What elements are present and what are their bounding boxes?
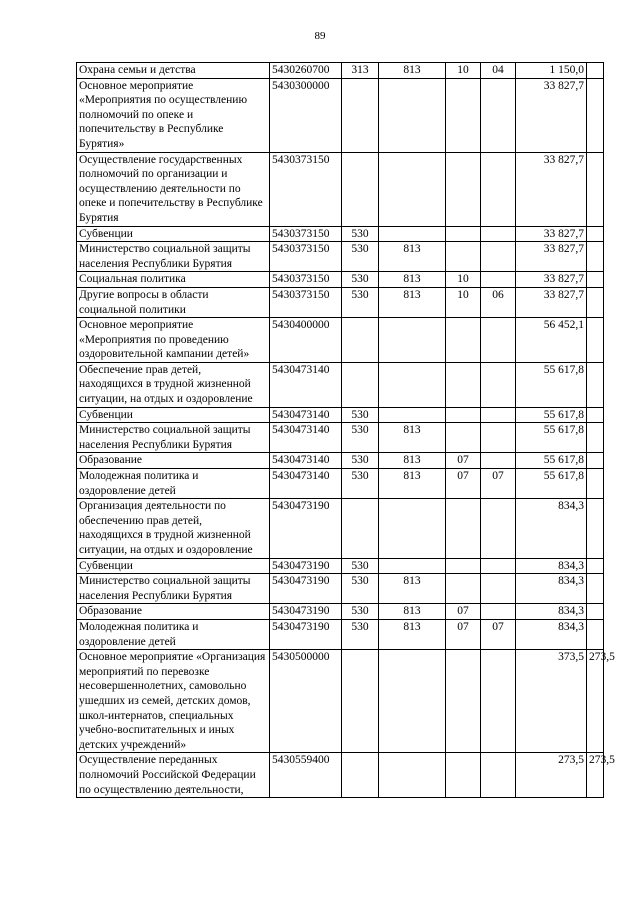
row-pr-cell [481, 362, 516, 407]
row-sum-cell: 33 827,7 [516, 226, 587, 242]
row-vr-cell: 530 [342, 604, 379, 620]
row-sum-cell: 373,5 [516, 650, 587, 753]
row-pr-cell: 07 [481, 469, 516, 499]
row-name-cell: Обеспечение прав детей, находящихся в трудной жизненной ситуации, на отдых и оздоровление [77, 362, 270, 407]
row-vr-cell: 530 [342, 423, 379, 453]
row-rz-cell [446, 574, 481, 604]
row-sum-cell: 834,3 [516, 604, 587, 620]
row-pr-cell [481, 574, 516, 604]
row-vr-cell: 530 [342, 574, 379, 604]
row-name-cell: Министерство социальной защиты населения Республики Бурятия [77, 423, 270, 453]
row-sum-cell: 33 827,7 [516, 242, 587, 272]
row-vr-cell: 530 [342, 453, 379, 469]
row-vr-cell: 530 [342, 272, 379, 288]
row-name-cell: Образование [77, 453, 270, 469]
row-sum-cell: 33 827,7 [516, 272, 587, 288]
row-grbs-cell: 813 [379, 469, 446, 499]
table-row [77, 362, 604, 407]
row-sum-cell: 56 452,1 [516, 318, 587, 363]
row-rz-cell: 07 [446, 469, 481, 499]
row-name-cell: Министерство социальной защиты населения Республики Бурятия [77, 574, 270, 604]
row-rz-cell [446, 499, 481, 558]
row-csr-cell: 5430473140 [270, 423, 342, 453]
table-row [77, 318, 604, 363]
row-csr-cell: 5430400000 [270, 318, 342, 363]
row-csr-cell: 5430473190 [270, 604, 342, 620]
row-rz-cell [446, 407, 481, 423]
row-pr-cell [481, 604, 516, 620]
row-grbs-cell: 813 [379, 287, 446, 317]
row-grbs-cell: 813 [379, 453, 446, 469]
row-pr-cell [481, 78, 516, 152]
table-row [77, 558, 604, 574]
row-rz-cell [446, 558, 481, 574]
table-row [77, 619, 604, 649]
table-row [77, 152, 604, 226]
row-sum-cell: 33 827,7 [516, 287, 587, 317]
row-fed-cell [587, 499, 604, 558]
row-rz-cell [446, 152, 481, 226]
row-name-cell: Охрана семьи и детства [77, 63, 270, 79]
row-pr-cell [481, 558, 516, 574]
row-grbs-cell: 813 [379, 63, 446, 79]
table-row [77, 753, 604, 798]
row-rz-cell [446, 362, 481, 407]
row-rz-cell [446, 78, 481, 152]
row-csr-cell: 5430260700 [270, 63, 342, 79]
row-name-cell: Министерство социальной защиты населения Республики Бурятия [77, 242, 270, 272]
row-rz-cell [446, 650, 481, 753]
row-name-cell: Субвенции [77, 407, 270, 423]
table-row [77, 499, 604, 558]
row-rz-cell: 07 [446, 619, 481, 649]
row-name-cell: Основное мероприятие «Мероприятия по осуществлению полномочий по опеке и попечительству в Республике Бурятия» [77, 78, 270, 152]
row-sum-cell: 33 827,7 [516, 152, 587, 226]
row-pr-cell [481, 272, 516, 288]
row-rz-cell: 10 [446, 287, 481, 317]
row-vr-cell: 530 [342, 469, 379, 499]
row-grbs-cell [379, 650, 446, 753]
row-csr-cell: 5430473190 [270, 619, 342, 649]
budget-table [76, 62, 615, 798]
row-pr-cell [481, 242, 516, 272]
row-grbs-cell: 813 [379, 574, 446, 604]
row-vr-cell [342, 753, 379, 798]
row-grbs-cell: 813 [379, 423, 446, 453]
row-name-cell: Осуществление государственных полномочий по организации и осуществлению деятельности по опеке и попечительству в Республике Бурятия [77, 152, 270, 226]
row-csr-cell: 5430473140 [270, 407, 342, 423]
row-vr-cell [342, 152, 379, 226]
row-sum-cell: 834,3 [516, 558, 587, 574]
row-vr-cell: 530 [342, 407, 379, 423]
row-vr-cell: 313 [342, 63, 379, 79]
table-row [77, 650, 604, 753]
row-vr-cell [342, 650, 379, 753]
row-grbs-cell: 813 [379, 604, 446, 620]
row-name-cell: Осуществление переданных полномочий Российской Федерации по осуществлению деятельности, [77, 753, 270, 798]
table-row [77, 469, 604, 499]
row-fed-cell [587, 469, 604, 499]
row-name-cell: Субвенции [77, 558, 270, 574]
row-vr-cell [342, 318, 379, 363]
row-pr-cell [481, 226, 516, 242]
row-csr-cell: 5430473140 [270, 453, 342, 469]
row-sum-cell: 55 617,8 [516, 362, 587, 407]
row-csr-cell: 5430473140 [270, 469, 342, 499]
row-sum-cell: 834,3 [516, 574, 587, 604]
row-rz-cell: 10 [446, 272, 481, 288]
row-csr-cell: 5430373150 [270, 272, 342, 288]
row-fed-cell [587, 619, 604, 649]
table-row [77, 604, 604, 620]
row-sum-cell: 55 617,8 [516, 453, 587, 469]
row-name-cell: Социальная политика [77, 272, 270, 288]
row-sum-cell: 834,3 [516, 499, 587, 558]
row-rz-cell: 07 [446, 604, 481, 620]
row-name-cell: Образование [77, 604, 270, 620]
table-row [77, 226, 604, 242]
row-fed-cell [587, 362, 604, 407]
row-csr-cell: 5430559400 [270, 753, 342, 798]
row-sum-cell: 55 617,8 [516, 423, 587, 453]
table-row [77, 272, 604, 288]
table-row [77, 453, 604, 469]
row-fed-cell: 273,5 [587, 753, 604, 798]
row-grbs-cell [379, 407, 446, 423]
row-pr-cell: 07 [481, 619, 516, 649]
row-name-cell: Основное мероприятие «Мероприятия по проведению оздоровительной кампании детей» [77, 318, 270, 363]
row-grbs-cell: 813 [379, 242, 446, 272]
row-fed-cell [587, 423, 604, 453]
table-row [77, 78, 604, 152]
row-pr-cell: 04 [481, 63, 516, 79]
row-rz-cell: 07 [446, 453, 481, 469]
row-csr-cell: 5430373150 [270, 242, 342, 272]
table-row [77, 287, 604, 317]
row-fed-cell [587, 226, 604, 242]
table-row [77, 407, 604, 423]
row-fed-cell [587, 63, 604, 79]
row-rz-cell [446, 226, 481, 242]
row-vr-cell [342, 78, 379, 152]
row-sum-cell: 1 150,0 [516, 63, 587, 79]
row-name-cell: Молодежная политика и оздоровление детей [77, 469, 270, 499]
row-fed-cell [587, 287, 604, 317]
row-fed-cell [587, 272, 604, 288]
row-csr-cell: 5430473190 [270, 558, 342, 574]
row-grbs-cell [379, 226, 446, 242]
row-grbs-cell: 813 [379, 619, 446, 649]
row-name-cell: Организация деятельности по обеспечению прав детей, находящихся в трудной жизненной ситуации, на отдых и оздоровление [77, 499, 270, 558]
table-row [77, 423, 604, 453]
row-pr-cell [481, 318, 516, 363]
row-fed-cell [587, 574, 604, 604]
row-pr-cell [481, 753, 516, 798]
row-grbs-cell [379, 318, 446, 363]
row-fed-cell [587, 453, 604, 469]
page-number: 89 [314, 30, 326, 42]
row-fed-cell [587, 318, 604, 363]
row-rz-cell [446, 242, 481, 272]
row-grbs-cell [379, 499, 446, 558]
table-row [77, 63, 604, 79]
row-name-cell: Другие вопросы в области социальной политики [77, 287, 270, 317]
row-csr-cell: 5430373150 [270, 226, 342, 242]
row-grbs-cell: 813 [379, 272, 446, 288]
row-grbs-cell [379, 558, 446, 574]
row-csr-cell: 5430500000 [270, 650, 342, 753]
row-vr-cell [342, 362, 379, 407]
row-pr-cell [481, 650, 516, 753]
row-pr-cell [481, 407, 516, 423]
row-pr-cell [481, 423, 516, 453]
row-csr-cell: 5430473190 [270, 499, 342, 558]
row-grbs-cell [379, 78, 446, 152]
row-rz-cell [446, 423, 481, 453]
row-csr-cell: 5430373150 [270, 287, 342, 317]
row-fed-cell [587, 407, 604, 423]
row-grbs-cell [379, 152, 446, 226]
row-name-cell: Субвенции [77, 226, 270, 242]
row-csr-cell: 5430473190 [270, 574, 342, 604]
row-pr-cell [481, 453, 516, 469]
row-sum-cell: 273,5 [516, 753, 587, 798]
row-vr-cell [342, 499, 379, 558]
row-pr-cell [481, 499, 516, 558]
row-csr-cell: 5430373150 [270, 152, 342, 226]
row-fed-cell [587, 78, 604, 152]
row-vr-cell: 530 [342, 558, 379, 574]
row-fed-cell [587, 558, 604, 574]
budget-table-body [77, 63, 615, 798]
row-vr-cell: 530 [342, 226, 379, 242]
table-row [77, 574, 604, 604]
row-vr-cell: 530 [342, 242, 379, 272]
row-fed-cell [587, 242, 604, 272]
row-pr-cell [481, 152, 516, 226]
row-rz-cell: 10 [446, 63, 481, 79]
row-sum-cell: 834,3 [516, 619, 587, 649]
row-rz-cell [446, 318, 481, 363]
row-name-cell: Основное мероприятие «Организация мероприятий по перевозке несовершеннолетних, самовольно ушедших из семей, детских домов, школ-интернатов, специальных учебно-воспитательных и иных детских учреждений» [77, 650, 270, 753]
row-name-cell: Молодежная политика и оздоровление детей [77, 619, 270, 649]
row-grbs-cell [379, 362, 446, 407]
row-rz-cell [446, 753, 481, 798]
row-fed-cell: 273,5 [587, 650, 604, 753]
row-vr-cell: 530 [342, 619, 379, 649]
row-sum-cell: 55 617,8 [516, 407, 587, 423]
row-fed-cell [587, 152, 604, 226]
row-sum-cell: 55 617,8 [516, 469, 587, 499]
row-fed-cell [587, 604, 604, 620]
row-csr-cell: 5430473140 [270, 362, 342, 407]
row-grbs-cell [379, 753, 446, 798]
row-vr-cell: 530 [342, 287, 379, 317]
row-pr-cell: 06 [481, 287, 516, 317]
table-row [77, 242, 604, 272]
row-sum-cell: 33 827,7 [516, 78, 587, 152]
row-csr-cell: 5430300000 [270, 78, 342, 152]
